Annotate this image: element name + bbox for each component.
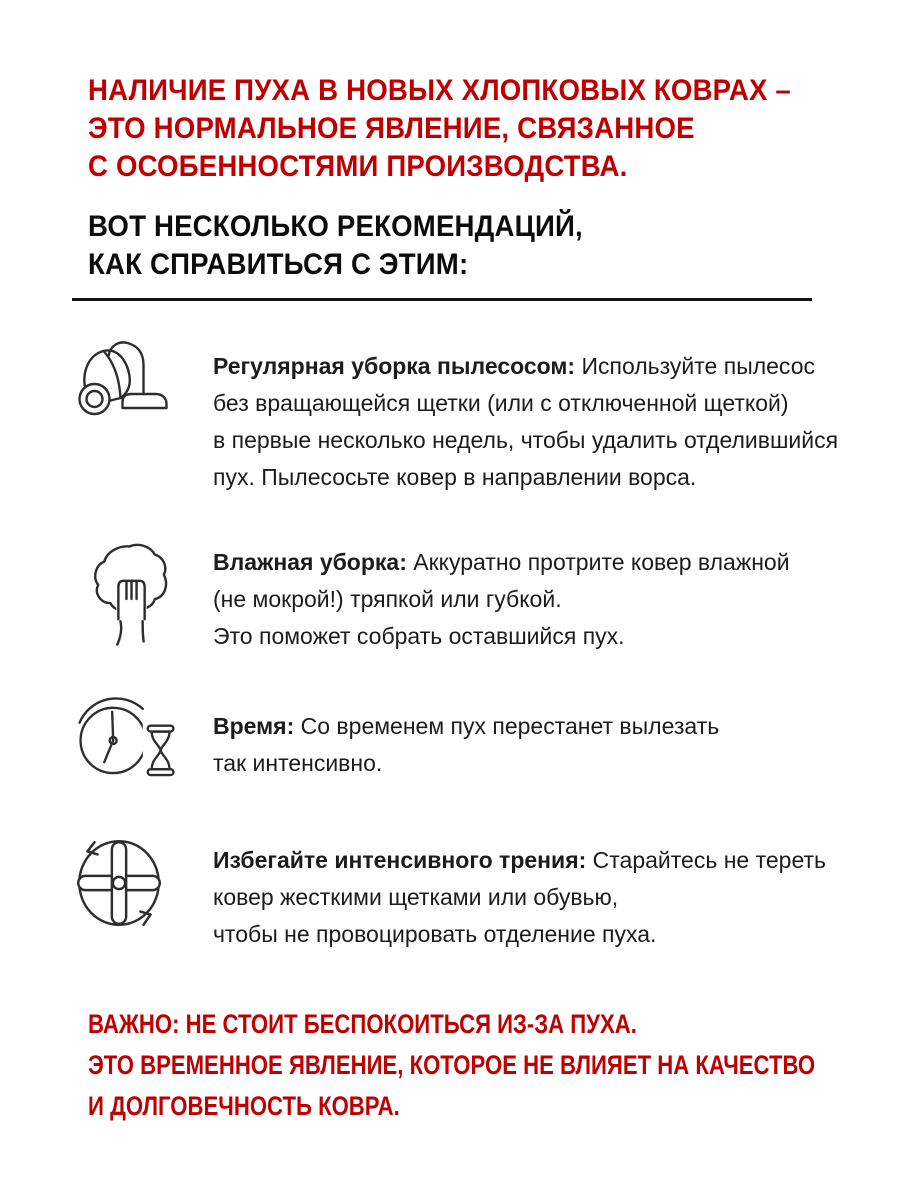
subtitle-line: ВОТ НЕСКОЛЬКО РЕКОМЕНДАЦИЙ, [88, 210, 583, 243]
recommendation-item [213, 708, 719, 782]
divider-line [72, 298, 812, 301]
recommendation-item [213, 544, 790, 655]
recommendation-lead: Время: [213, 713, 295, 739]
vacuum-cleaner-icon [70, 338, 176, 430]
recommendation-line: без вращающейся щетки (или с отключенной щеткой) [213, 390, 789, 416]
title-line: ЭТО НОРМАЛЬНОЕ ЯВЛЕНИЕ, СВЯЗАННОЕ [88, 112, 695, 145]
recommendation-item [213, 842, 826, 953]
recommendation-line: ковер жесткими щетками или обувью, [213, 884, 619, 910]
recommendation-lead: Регулярная уборка пылесосом: [213, 353, 576, 379]
recommendation-line: Это поможет собрать оставшийся пух. [213, 623, 625, 649]
recommendation-line: в первые несколько недель, чтобы удалить отделившийся [213, 427, 839, 453]
rotation-friction-icon [66, 834, 172, 932]
title-line: НАЛИЧИЕ ПУХА В НОВЫХ ХЛОПКОВЫХ КОВРАХ – [88, 74, 791, 107]
important-note [88, 1004, 815, 1127]
recommendation-lead: Влажная уборка: [213, 549, 407, 575]
wiping-hand-icon [82, 540, 178, 652]
important-note-line: ЭТО ВРЕМЕННОЕ ЯВЛЕНИЕ, КОТОРОЕ НЕ ВЛИЯЕТ НА КАЧЕСТВО [88, 1050, 816, 1080]
important-note-line: ВАЖНО: НЕ СТОИТ БЕСПОКОИТЬСЯ ИЗ-ЗА ПУХА. [88, 1009, 637, 1039]
recommendation-line: Время: Со временем пух перестанет вылезать [213, 713, 720, 739]
recommendation-line: пух. Пылесосьте ковер в направлении ворса. [213, 464, 697, 490]
subtitle-line: КАК СПРАВИТЬСЯ С ЭТИМ: [88, 248, 469, 281]
page-title [88, 72, 791, 186]
title-line: С ОСОБЕННОСТЯМИ ПРОИЗВОДСТВА. [88, 150, 628, 183]
recommendation-line: Избегайте интенсивного трения: Старайтесь не тереть [213, 847, 827, 873]
subtitle [88, 208, 583, 284]
recommendation-lead: Избегайте интенсивного трения: [213, 847, 587, 873]
recommendation-item [213, 348, 838, 496]
recommendation-line: (не мокрой!) тряпкой или губкой. [213, 586, 562, 612]
recommendation-line: Регулярная уборка пылесосом: Используйте пылесос [213, 353, 815, 379]
clock-hourglass-icon [70, 696, 184, 780]
important-note-line: И ДОЛГОВЕЧНОСТЬ КОВРА. [88, 1091, 400, 1121]
recommendation-line: чтобы не провоцировать отделение пуха. [213, 921, 657, 947]
recommendation-line: Влажная уборка: Аккуратно протрите ковер влажной [213, 549, 790, 575]
recommendation-line: так интенсивно. [213, 750, 383, 776]
